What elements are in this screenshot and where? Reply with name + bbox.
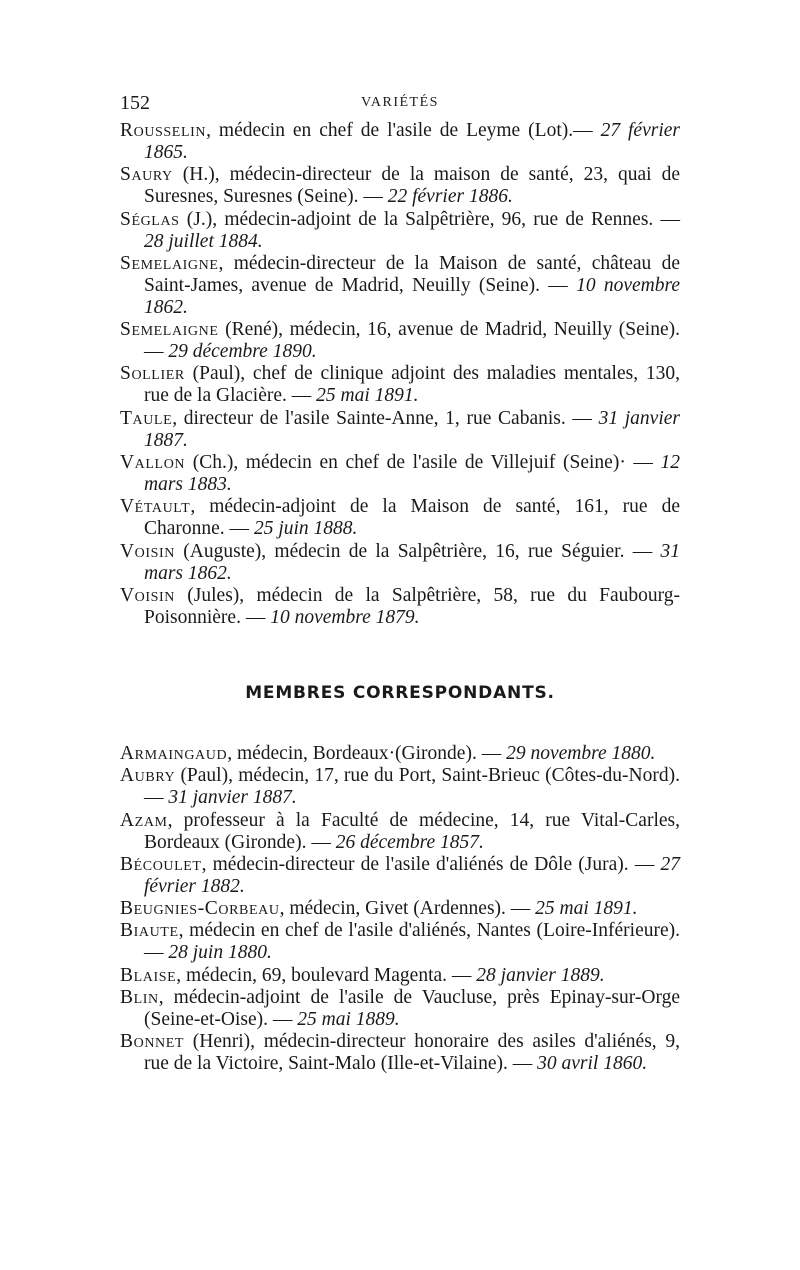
member-details: (H.), médecin-directeur de la maison de santé, 23, quai de Suresnes, Suresnes (Seine). — <box>144 164 680 208</box>
member-entry <box>120 1031 680 1075</box>
member-name: Séglas <box>120 208 180 230</box>
running-head: VARIÉTÉS <box>361 95 439 110</box>
member-details: (Henri), médecin-directeur honoraire des asiles d'aliénés, 9, rue de la Victoire, Saint-Malo (Ille-et-Vilaine). — <box>144 1031 680 1075</box>
election-date: 28 janvier 1889. <box>476 964 605 986</box>
page-number: 152 <box>120 92 150 114</box>
election-date: 27 février 1865. <box>144 120 680 163</box>
election-date: 31 janvier 1887. <box>144 407 680 451</box>
election-date: 28 juillet 1884. <box>144 230 263 252</box>
member-entry <box>120 408 680 452</box>
member-name: Aubry <box>120 765 176 787</box>
member-details: , médecin-directeur de la Maison de santé, château de Saint-James, avenue de Madrid, Neuilly (Seine). — <box>144 252 680 296</box>
correspondent-member-list <box>120 743 680 1076</box>
member-name: Bécoulet <box>120 853 202 875</box>
member-entry <box>120 854 680 898</box>
member-entry <box>120 743 680 765</box>
member-name: Azam <box>120 809 168 831</box>
member-details: (Jules), médecin de la Salpêtrière, 58, rue du Faubourg-Poisonnière. — <box>144 584 680 628</box>
member-details: , médecin-adjoint de l'asile de Vaucluse, près Epinay-sur-Orge (Seine-et-Oise). — <box>144 987 680 1031</box>
member-details: , médecin en chef de l'asile d'aliénés, Nantes (Loire-Inférieure). — <box>144 920 680 964</box>
election-date: 31 mars 1862. <box>144 540 680 584</box>
member-entry <box>120 810 680 854</box>
member-details: (Paul), médecin, 17, rue du Port, Saint-Brieuc (Côtes-du-Nord). — <box>144 765 680 809</box>
member-details: (J.), médecin-adjoint de la Salpêtrière, 96, rue de Rennes. — <box>179 208 680 230</box>
member-name: Beugnies-Corbeau <box>120 898 280 920</box>
member-entry <box>120 319 680 363</box>
member-details: (Ch.), médecin en chef de l'asile de Villejuif (Seine)· — <box>185 452 661 474</box>
member-details: (Auguste), médecin de la Salpêtrière, 16, rue Séguier. — <box>175 540 661 562</box>
member-name: Sollier <box>120 363 185 385</box>
member-name: Semelaigne <box>120 252 219 274</box>
election-date: 25 mai 1889. <box>297 1009 400 1031</box>
member-details: (René), médecin, 16, avenue de Madrid, Neuilly (Seine). — <box>144 319 680 363</box>
member-name: Saury <box>120 164 173 186</box>
election-date: 29 novembre 1880. <box>506 743 656 764</box>
member-entry <box>120 920 680 964</box>
member-details: (Paul), chef de clinique adjoint des maladies mentales, 130, rue de la Glacière. — <box>144 363 680 407</box>
election-date: 25 mai 1891. <box>535 898 638 920</box>
member-name: Taule <box>120 407 173 429</box>
election-date: 22 février 1886. <box>387 186 513 208</box>
election-date: 27 février 1882. <box>144 853 680 897</box>
member-entry <box>120 164 680 208</box>
member-entry <box>120 452 680 496</box>
election-date: 29 décembre 1890. <box>168 341 317 363</box>
election-date: 28 juin 1880. <box>168 942 272 964</box>
member-details: , médecin-adjoint de la Maison de santé, 161, rue de Charonne. — <box>144 496 680 540</box>
member-entry <box>120 363 680 407</box>
member-entry <box>120 120 680 164</box>
election-date: 30 avril 1860. <box>537 1053 648 1075</box>
member-details: , médecin en chef de l'asile de Leyme (Lot).— <box>206 120 601 141</box>
section-title: MEMBRES CORRESPONDANTS. <box>245 683 555 703</box>
election-date: 10 novembre 1862. <box>144 274 680 318</box>
member-details: , médecin, 69, boulevard Magenta. — <box>176 964 477 986</box>
member-entry <box>120 765 680 809</box>
member-details: , médecin-directeur de l'asile d'aliénés de Dôle (Jura). — <box>201 853 661 875</box>
member-name: Voisin <box>120 540 176 562</box>
member-name: Rousselin <box>120 120 207 141</box>
member-entry <box>120 965 680 987</box>
member-details: , médecin, Givet (Ardennes). — <box>279 898 536 920</box>
member-entry <box>120 898 680 920</box>
election-date: 25 juin 1888. <box>253 518 358 540</box>
member-name: Semelaigne <box>120 319 219 341</box>
member-name: Biaute <box>120 920 179 942</box>
election-date: 31 janvier 1887. <box>168 787 297 809</box>
member-entry <box>120 496 680 540</box>
member-entry <box>120 541 680 585</box>
page-header <box>120 92 680 120</box>
member-entry <box>120 253 680 319</box>
election-date: 12 mars 1883. <box>144 452 680 496</box>
member-entry <box>120 585 680 629</box>
member-list <box>120 120 680 629</box>
election-date: 25 mai 1891. <box>316 385 419 407</box>
member-name: Blaise <box>120 964 177 986</box>
member-name: Vétault <box>120 496 191 518</box>
election-date: 10 novembre 1879. <box>270 606 420 628</box>
member-details: , directeur de l'asile Sainte-Anne, 1, rue Cabanis. — <box>172 407 599 429</box>
member-details: , médecin, Bordeaux·(Gironde). — <box>227 743 507 764</box>
member-name: Vallon <box>120 452 186 474</box>
member-name: Voisin <box>120 584 176 606</box>
member-name: Armaingaud <box>120 743 228 764</box>
member-entry <box>120 209 680 253</box>
member-entry <box>120 987 680 1031</box>
member-details: , professeur à la Faculté de médecine, 14, rue Vital-Carles, Bordeaux (Gironde). — <box>144 809 680 853</box>
member-name: Bonnet <box>120 1031 185 1053</box>
member-name: Blin <box>120 987 159 1009</box>
election-date: 26 décembre 1857. <box>335 831 484 853</box>
